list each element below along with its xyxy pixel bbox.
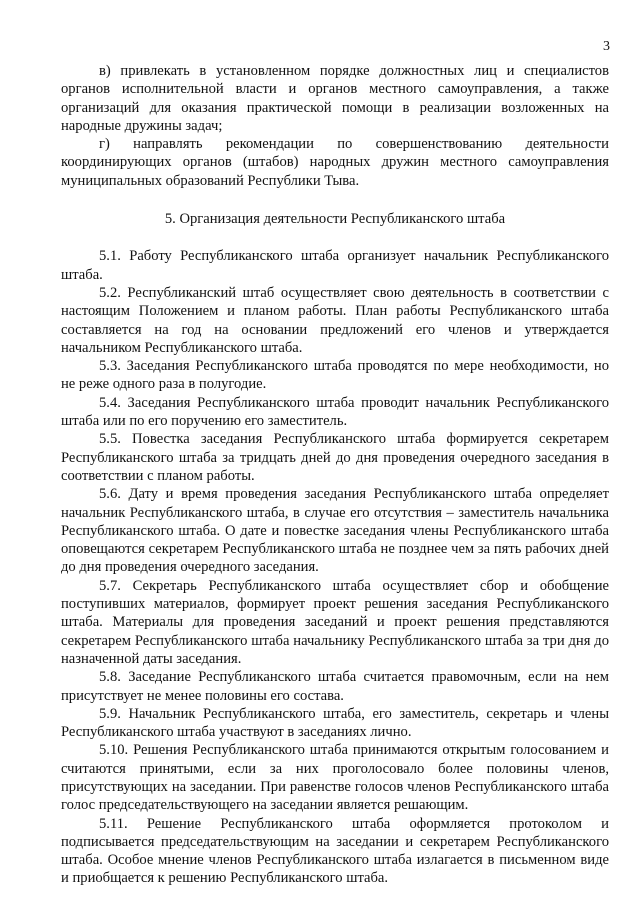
paragraph-5-2: 5.2. Республиканский штаб осуществляет свою деятельность в соответствии с настоящим Положением и планом работы. План работы Республиканского штаба составляется на год на основании предложений его членов и утверждается начальником Республиканского штаба. [61, 284, 609, 356]
section-heading: 5. Организация деятельности Республиканского штаба [164, 211, 506, 228]
paragraph-5-9: 5.9. Начальник Республиканского штаба, его заместитель, секретарь и члены Республиканского штаба участвуют в заседаниях лично. [61, 705, 609, 741]
document-body [61, 62, 609, 888]
paragraph-5-11: 5.11. Решение Республиканского штаба оформляется протоколом и подписывается председательствующим на заседании и секретарем Республиканского штаба. Особое мнение членов Республиканского штаба излагается в письменном виде и приобщается к решению Республиканского штаба. [61, 815, 609, 887]
paragraph-5-8: 5.8. Заседание Республиканского штаба считается правомочным, если на нем присутствует не менее половины его состава. [61, 669, 609, 704]
paragraph-5-4: 5.4. Заседания Республиканского штаба проводит начальник Республиканского штаба или по его поручению его заместитель. [61, 394, 609, 430]
page-number: 3 [603, 39, 610, 54]
paragraph-5-7: 5.7. Секретарь Республиканского штаба осуществляет сбор и обобщение поступивших материалов, формирует проект решения заседания Республиканского штаба. Материалы для проведения заседаний и проект решения представляются секретарем Республиканского штаба начальнику Республиканского штаба за три дня до назначенной даты заседания. [61, 577, 609, 667]
paragraph-5-5: 5.5. Повестка заседания Республиканского штаба формируется секретарем Республиканского штаба за тридцать дней до дня проведения очередного заседания в соответствии с планом работы. [61, 431, 609, 484]
paragraph-item-g: г) направлять рекомендации по совершенствованию деятельности координирующих органов (штабов) народных дружин местного самоуправления муниципальных образований Республики Тыва. [61, 136, 609, 189]
paragraph-5-10: 5.10. Решения Республиканского штаба принимаются открытым голосованием и считаются принятыми, если за них проголосовало более половины членов, присутствующих на заседании. При равенстве голосов членов Республиканского штаба голос председательствующего на заседании является решающим. [61, 742, 609, 814]
paragraph-5-6: 5.6. Дату и время проведения заседания Республиканского штаба определяет начальник Республиканского штаба, в случае его отсутствия – заместитель начальника Республиканского штаба. О дате и повестке заседания члены Республиканского штаба оповещаются секретарем Республиканского штаба не позднее чем за пять рабочих дней до дня проведения очередного заседания. [61, 486, 609, 576]
paragraph-5-3: 5.3. Заседания Республиканского штаба проводятся по мере необходимости, но не реже одного раза в полугодие. [61, 358, 609, 393]
paragraph-item-v: в) привлекать в установленном порядке должностных лиц и специалистов органов исполнительной власти и органов местного самоуправления, а также организаций для оказания практической помощи в реализации возложенных на народные дружины задач; [61, 63, 609, 134]
paragraph-5-1: 5.1. Работу Республиканского штаба организует начальник Республиканского штаба. [61, 248, 609, 283]
